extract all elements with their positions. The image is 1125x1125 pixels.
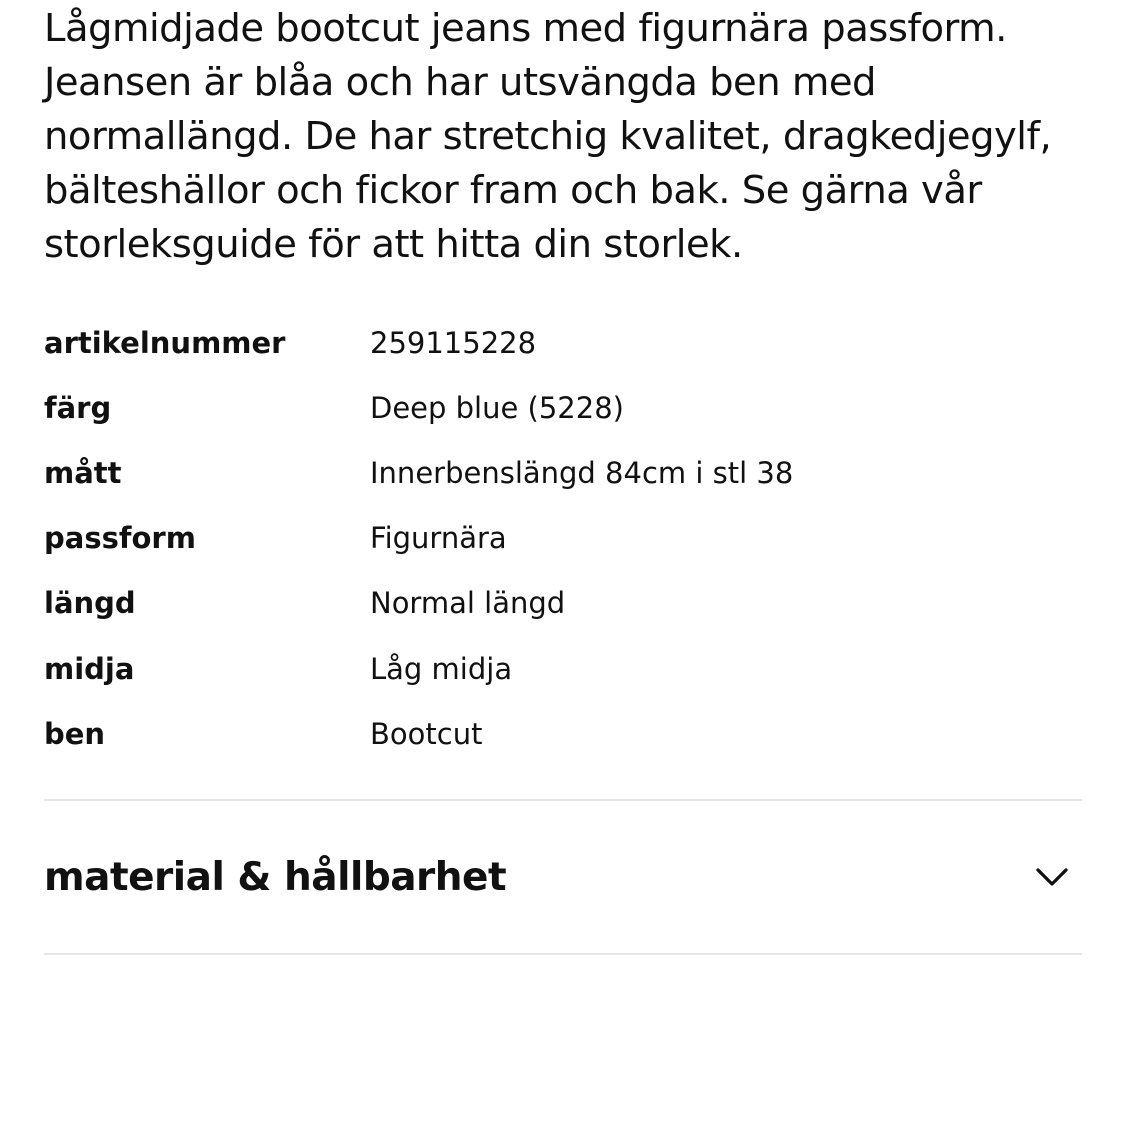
spec-label: färg xyxy=(44,390,112,425)
spec-label: midja xyxy=(44,651,135,686)
product-description: Lågmidjade bootcut jeans med figurnära passform. Jeansen är blåa och har utsvängda ben med normallängd. De har stretchig kvalitet, dragkedjegylf, bälteshällor och fickor fram och bak. Se gärna vår storleksguide för att hitta din storlek. xyxy=(44,6,1052,267)
section-divider xyxy=(44,953,1082,955)
spec-value: Bootcut xyxy=(370,716,483,751)
spec-value: Deep blue (5228) xyxy=(370,390,624,425)
spec-row-length xyxy=(44,571,1084,636)
spec-row-measurements xyxy=(44,440,1084,505)
spec-value: 259115228 xyxy=(370,325,537,360)
product-specs-table xyxy=(44,310,1084,766)
spec-label: mått xyxy=(44,455,122,490)
accordion-title: material & hållbarhet xyxy=(44,854,507,900)
spec-row-leg xyxy=(44,701,1084,766)
spec-row-color xyxy=(44,375,1084,440)
spec-row-waist xyxy=(44,636,1084,701)
spec-value: Normal längd xyxy=(370,586,566,621)
spec-row-article-number xyxy=(44,310,1084,375)
material-sustainability-accordion[interactable] xyxy=(44,801,1082,953)
chevron-down-icon[interactable] xyxy=(1032,857,1072,897)
spec-value: Figurnära xyxy=(370,521,507,556)
spec-label: längd xyxy=(44,586,136,621)
spec-value: Innerbenslängd 84cm i stl 38 xyxy=(370,455,794,490)
spec-label: artikelnummer xyxy=(44,325,286,360)
spec-label: ben xyxy=(44,716,106,751)
spec-label: passform xyxy=(44,521,196,556)
spec-row-fit xyxy=(44,506,1084,571)
spec-value: Låg midja xyxy=(370,651,513,686)
